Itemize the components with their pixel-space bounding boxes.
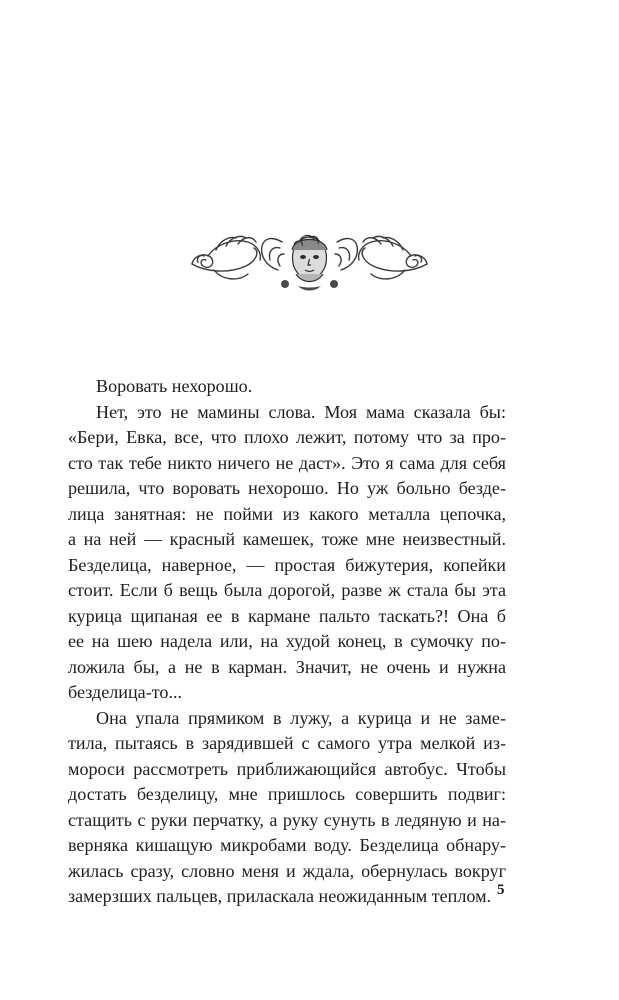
cherub-ornament xyxy=(186,226,433,294)
text-line: тила, пытаясь в зарядившей с самого утра мелкой из- xyxy=(68,733,506,753)
text-line: Она упала прямиком в лужу, а курица и не заме- xyxy=(96,707,506,728)
text-line: Нет, это не мамины слова. Моя мама сказала бы: xyxy=(96,401,506,422)
text-line: замерзших пальцев, приласкала неожиданным теплом. xyxy=(68,886,492,906)
paragraph-3 xyxy=(68,706,506,910)
text-line: мороси рассмотреть приближающийся автобус. Чтобы xyxy=(68,758,506,779)
text-line: решила, что воровать нехорошо. Но уж больно безде- xyxy=(68,478,506,498)
paragraph-2 xyxy=(68,400,506,706)
text-line: стащить с руки перчатку, а руку сунуть в ледяную и на- xyxy=(68,809,506,830)
page-number: 5 xyxy=(497,882,505,898)
text-line: а на ней — красный камешек, тоже мне неизвестный. xyxy=(68,529,506,549)
text-line: ложила бы, а не в карман. Значит, не очень и нужна xyxy=(68,656,506,677)
text-line: сто так тебе никто ничего не даст». Это я сама для себя xyxy=(68,452,506,473)
text-line: безделица-то... xyxy=(68,682,183,702)
text-line: ее на шею надела или, на худой конец, в сумочку по- xyxy=(68,631,506,651)
text-line: верняка кишащую микробами воду. Безделица обнару- xyxy=(68,835,506,855)
text-line: Воровать нехорошо. xyxy=(96,376,253,396)
text-line: достать безделицу, мне пришлось совершить подвиг: xyxy=(68,784,506,804)
text-line: «Бери, Евка, все, что плохо лежит, потому что за про- xyxy=(68,427,506,447)
text-line: Безделица, наверное, — простая бижутерия, копейки xyxy=(68,554,506,575)
text-line: стоит. Если б вещь была дорогой, разве ж стала бы эта xyxy=(68,580,506,600)
text-line: жилась сразу, словно меня и ждала, обернулась вокруг xyxy=(68,860,506,881)
text-line: лица занятная: не пойми из какого металла цепочка, xyxy=(68,503,506,524)
paragraph-1 xyxy=(96,374,506,400)
text-line: курица щипаная ее в кармане пальто таскать?! Она б xyxy=(68,605,506,626)
body-text xyxy=(68,374,506,910)
